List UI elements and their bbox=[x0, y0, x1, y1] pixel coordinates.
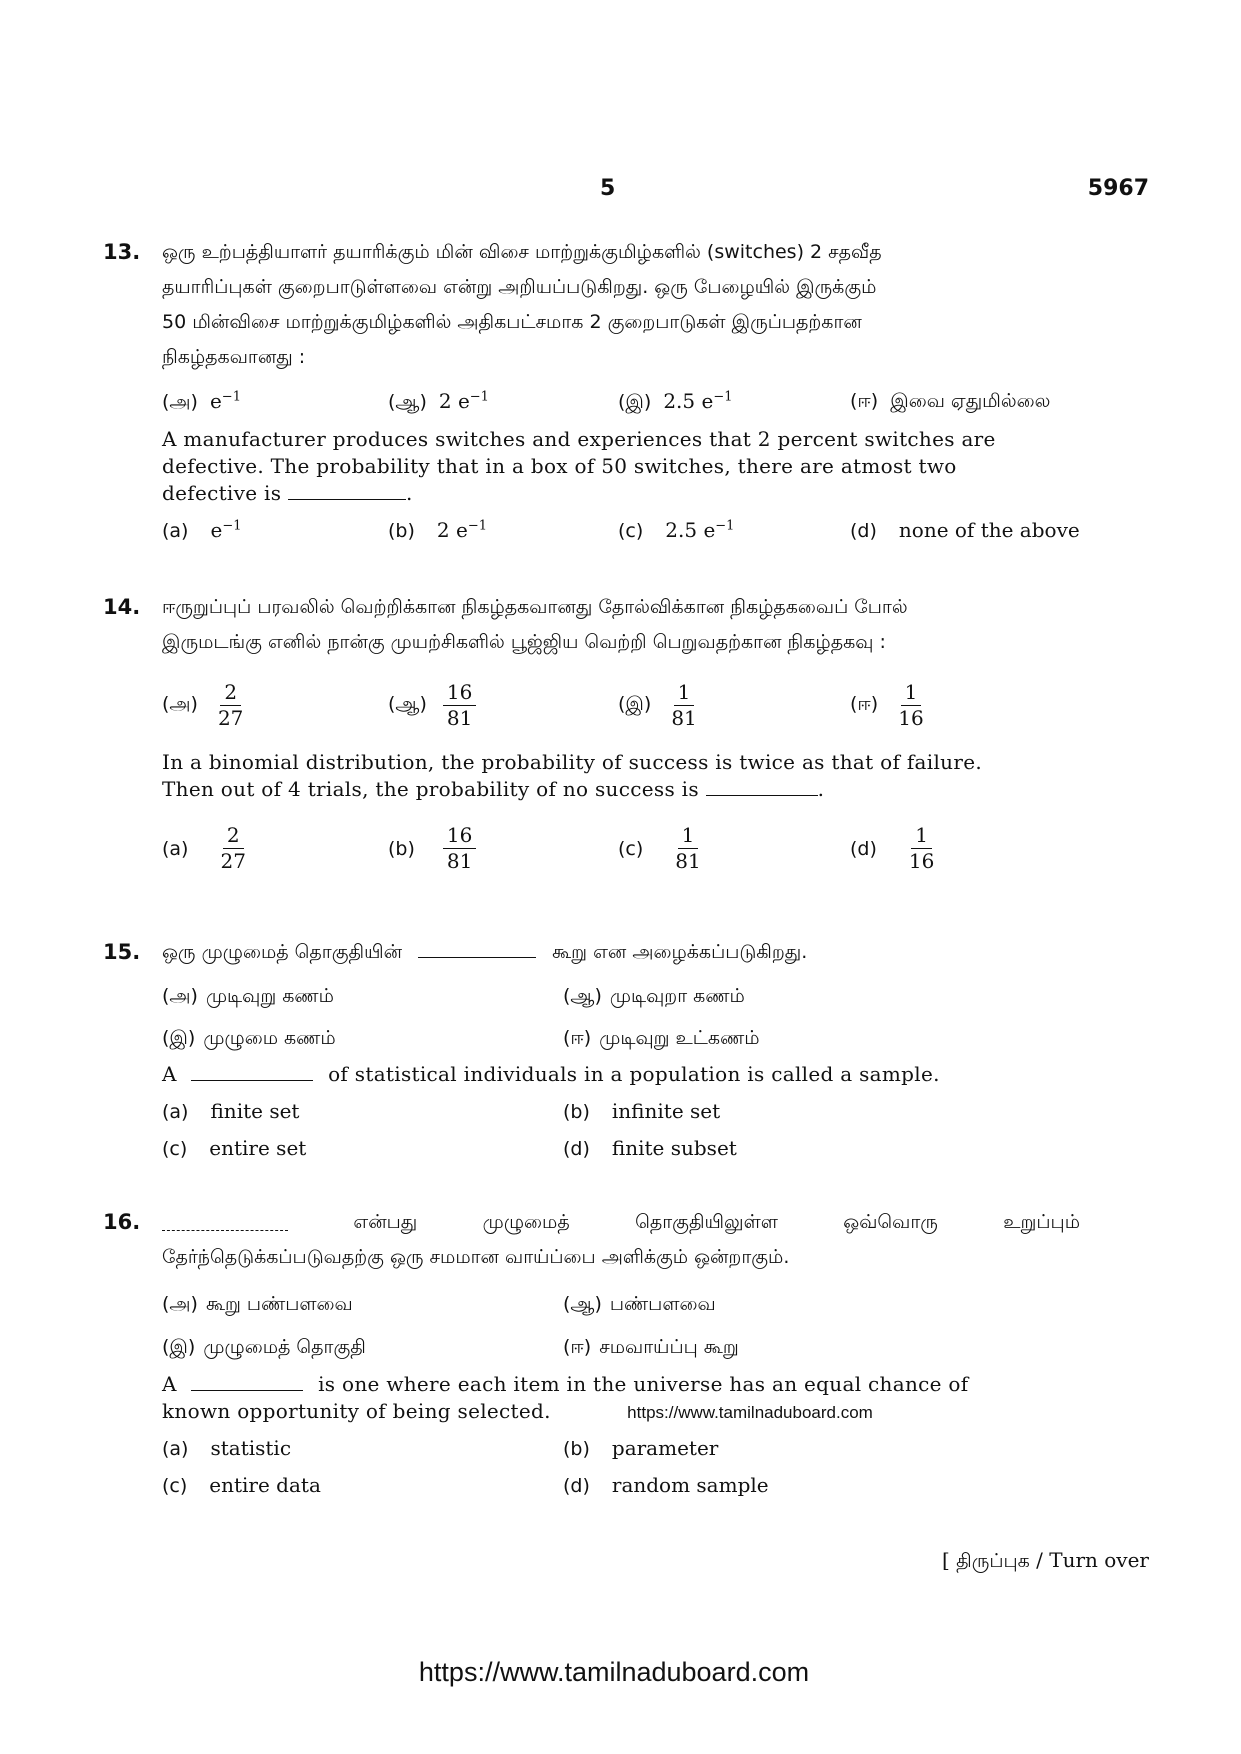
answer-blank bbox=[191, 1389, 303, 1391]
english-question-line: Then out of 4 trials, the probability of no success is . bbox=[162, 777, 825, 801]
footer-watermark-link[interactable]: https://www.tamilnaduboard.com bbox=[418, 1657, 810, 1687]
turn-over-note: [ திருப்புக / Turn over bbox=[941, 1548, 1149, 1572]
tamil-option: (இ) முழுமை கணம் bbox=[162, 1027, 336, 1049]
tamil-option: (ஆ) பண்பளவை bbox=[563, 1293, 716, 1315]
tamil-question-line: ஒரு உற்பத்தியாளர் தயாரிக்கும் மின் விசை மாற்றுக்குமிழ்களில் (switches) 2 சதவீத bbox=[162, 241, 882, 263]
english-option: (d) finite subset bbox=[563, 1136, 737, 1160]
tamil-question-line: என்பது முழுமைத் தொகுதியிலுள்ள ஒவ்வொரு உறுப்பும் bbox=[162, 1211, 1080, 1236]
english-question-line: known opportunity of being selected. bbox=[162, 1399, 551, 1423]
english-option: (b) $\frac{16}{81}$ bbox=[388, 823, 476, 874]
tamil-question-line: தயாரிப்புகள் குறைபாடுள்ளவை என்று அறியப்படுகிறது. ஒரு பேழையில் இருக்கும் bbox=[162, 276, 877, 298]
english-question-line: defective is . bbox=[162, 481, 413, 505]
question-number: 14. bbox=[103, 595, 141, 619]
tamil-option: (அ) முடிவுறு கணம் bbox=[162, 985, 334, 1007]
tamil-option: (ஈ) முடிவுறு உட்கணம் bbox=[563, 1027, 760, 1049]
english-option: (c) $\frac{1}{81}$ bbox=[618, 823, 701, 873]
answer-blank bbox=[191, 1079, 313, 1081]
tamil-option: (அ) $e^{-1}$ bbox=[162, 389, 241, 413]
tamil-option: (ஆ) முடிவுறா கணம் bbox=[563, 985, 745, 1007]
tamil-option: (அ) கூறு பண்பளவை bbox=[162, 1293, 353, 1315]
english-question-line: A of statistical individuals in a population is called a sample. bbox=[162, 1062, 940, 1086]
english-option: (a) statistic bbox=[162, 1436, 292, 1460]
english-option: (b) 2 $e^{-1}$ bbox=[388, 518, 487, 542]
tamil-question-line: 50 மின்விசை மாற்றுக்குமிழ்களில் அதிகபட்சமாக 2 குறைபாடுகள் இருப்பதற்கான bbox=[162, 311, 862, 333]
english-option: (a) $\frac{2}{27}$ bbox=[162, 823, 246, 873]
page-number: 5 bbox=[600, 176, 616, 201]
answer-blank bbox=[288, 498, 406, 500]
tamil-option: (ஈ) சமவாய்ப்பு கூறு bbox=[563, 1336, 739, 1358]
tamil-option: (ஆ) 2 $e^{-1}$ bbox=[388, 389, 489, 413]
tamil-question-line: ஒரு முழுமைத் தொகுதியின் கூறு என அழைக்கப்படுகிறது. bbox=[162, 941, 808, 963]
inline-watermark-link[interactable]: https://www.tamilnaduboard.com bbox=[627, 1403, 873, 1422]
tamil-question-line: இருமடங்கு எனில் நான்கு முயற்சிகளில் பூஜ்ஜிய வெற்றி பெறுவதற்கான நிகழ்தகவு : bbox=[162, 631, 886, 653]
english-question-line: A is one where each item in the universe has an equal chance of bbox=[162, 1372, 969, 1396]
tamil-option: (ஈ) இவை ஏதுமில்லை bbox=[850, 390, 1051, 412]
paper-code: 5967 bbox=[1087, 176, 1149, 201]
question-number: 15. bbox=[103, 940, 141, 964]
tamil-option: (ஈ) $\frac{1}{16}$ bbox=[850, 680, 924, 730]
english-question-line: In a binomial distribution, the probability of success is twice as that of failure. bbox=[162, 750, 982, 774]
tamil-option: (இ) 2.5 $e^{-1}$ bbox=[618, 389, 733, 413]
english-option: (d) $\frac{1}{16}$ bbox=[850, 823, 935, 873]
tamil-option: (அ) $\frac{2}{27}$ bbox=[162, 680, 244, 730]
english-question-line: defective. The probability that in a box of 50 switches, there are atmost two bbox=[162, 454, 957, 478]
english-option: (c) 2.5 $e^{-1}$ bbox=[618, 518, 735, 542]
tamil-option: (ஆ) $\frac{16}{81}$ bbox=[388, 680, 476, 731]
question-number: 16. bbox=[103, 1210, 141, 1234]
question-number: 13. bbox=[103, 240, 141, 264]
english-option: (a) finite set bbox=[162, 1099, 300, 1123]
english-option: (d) random sample bbox=[563, 1473, 769, 1497]
answer-blank bbox=[706, 794, 818, 796]
answer-blank bbox=[162, 1229, 288, 1231]
english-question-line: A manufacturer produces switches and experiences that 2 percent switches are bbox=[162, 427, 996, 451]
tamil-option: (இ) $\frac{1}{81}$ bbox=[618, 680, 697, 730]
tamil-question-line: ஈருறுப்புப் பரவலில் வெற்றிக்கான நிகழ்தகவானது தோல்விக்கான நிகழ்தகவைப் போல் bbox=[162, 596, 908, 618]
tamil-option: (இ) முழுமைத் தொகுதி bbox=[162, 1336, 366, 1358]
english-option: (b) parameter bbox=[563, 1436, 719, 1460]
english-option: (c) entire set bbox=[162, 1136, 307, 1160]
tamil-question-line: தேர்ந்தெடுக்கப்படுவதற்கு ஒரு சமமான வாய்ப்பை அளிக்கும் ஒன்றாகும். bbox=[162, 1246, 790, 1268]
english-option: (d) none of the above bbox=[850, 518, 1080, 542]
english-option: (c) entire data bbox=[162, 1473, 321, 1497]
english-option: (a) $e^{-1}$ bbox=[162, 518, 242, 542]
tamil-question-line: நிகழ்தகவானது : bbox=[162, 346, 306, 368]
answer-blank bbox=[418, 956, 536, 958]
english-option: (b) infinite set bbox=[563, 1099, 721, 1123]
